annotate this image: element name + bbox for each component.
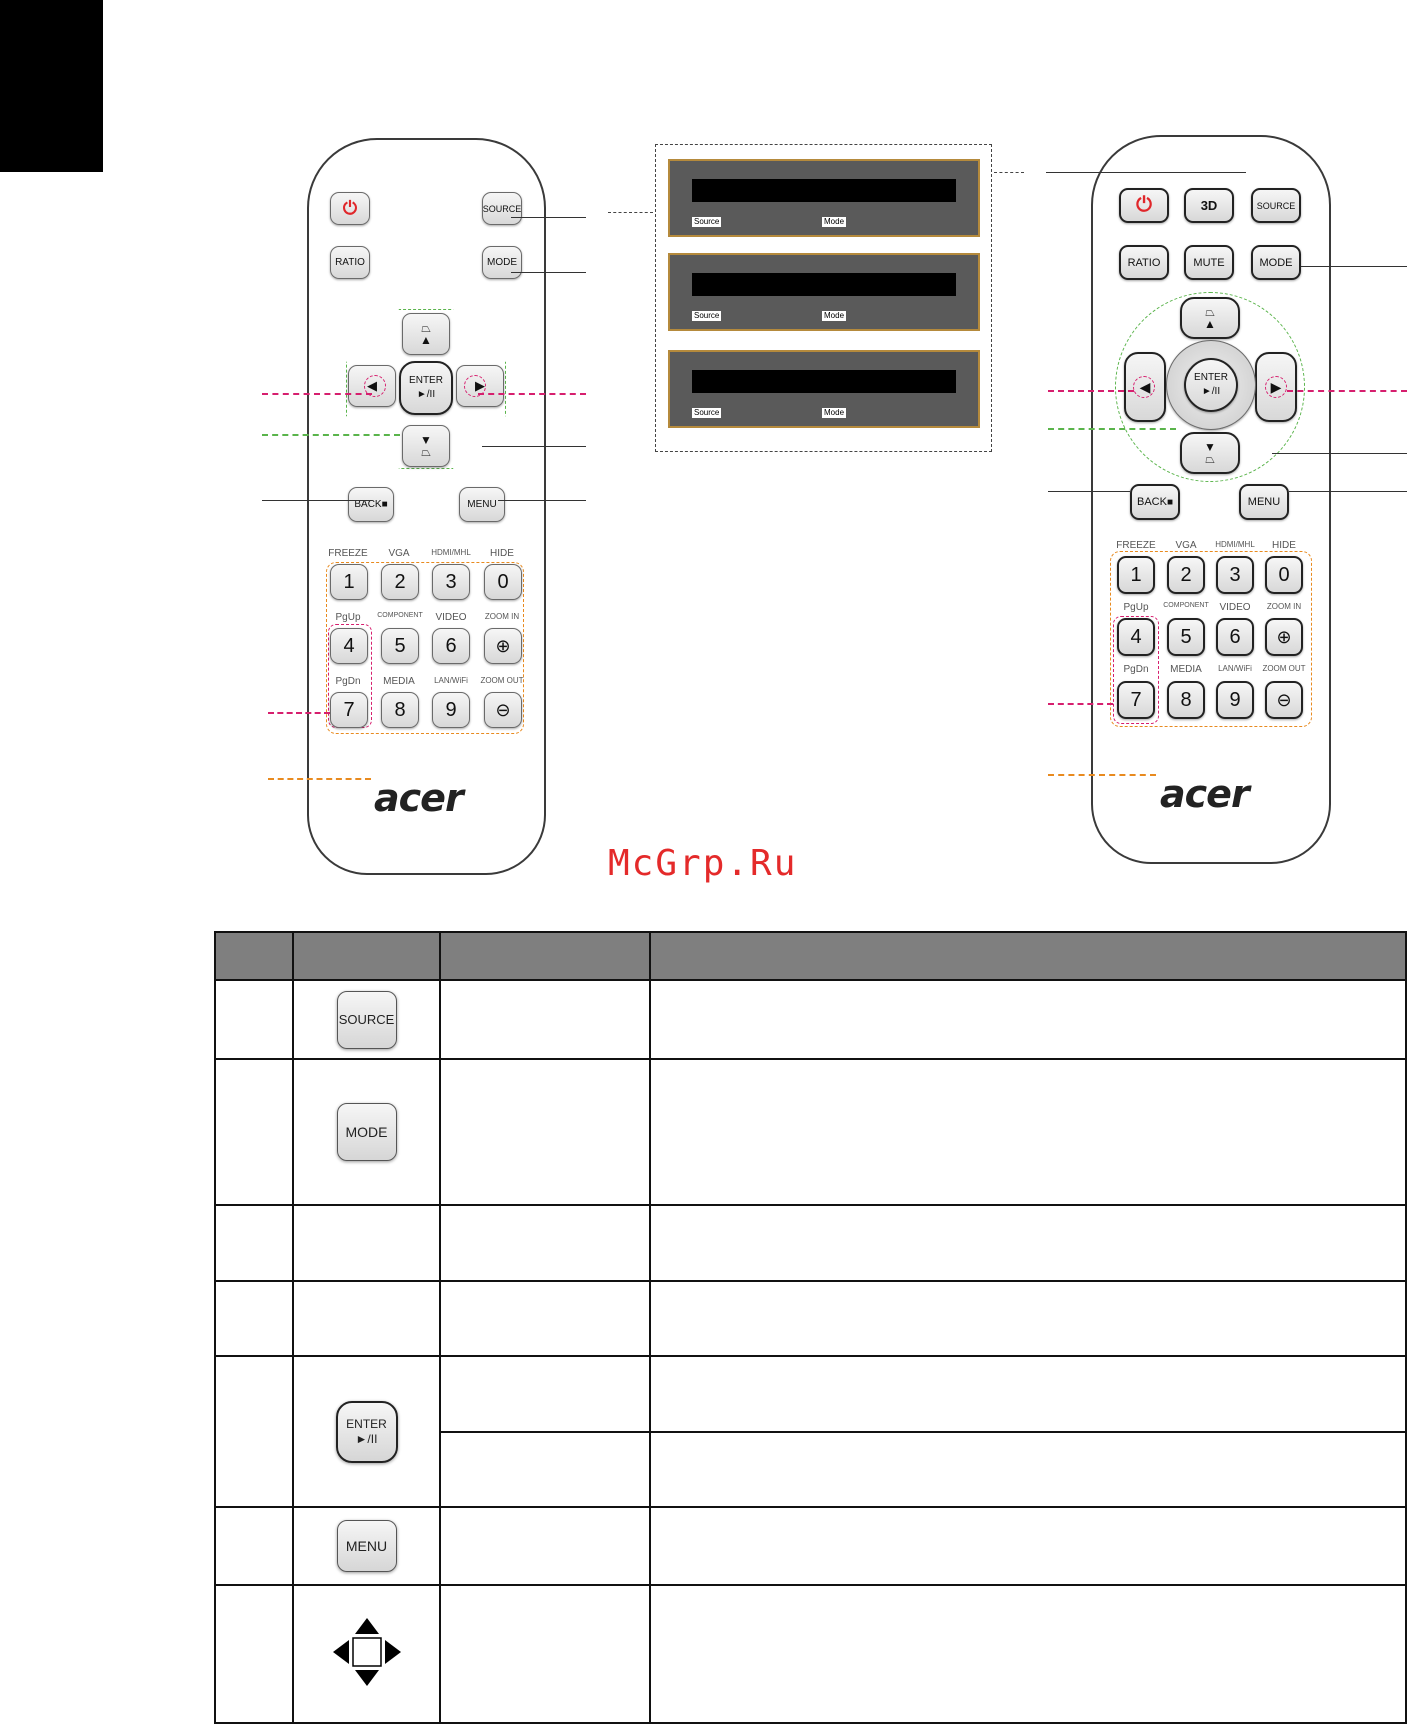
arrow-down-icon: ▼ — [1204, 440, 1216, 454]
keystone-up-button[interactable] — [402, 313, 450, 355]
callout-dpad — [1048, 428, 1176, 430]
menu-button[interactable]: MENU — [459, 487, 505, 522]
source-button-image: SOURCE — [337, 991, 397, 1049]
callout-source-to-osd — [608, 212, 653, 213]
zoom-out-button[interactable] — [484, 692, 522, 728]
header-cell-4 — [650, 932, 1406, 980]
key-label-video: VIDEO — [1219, 602, 1251, 613]
power-button[interactable] — [330, 192, 370, 225]
osd-panel-3 — [668, 350, 980, 428]
back-button[interactable] — [1130, 484, 1180, 520]
callout-left-arrow — [262, 393, 372, 395]
page-tab-marker — [0, 0, 103, 172]
callout-back — [262, 500, 372, 501]
zoom-in-button[interactable] — [484, 628, 522, 664]
key-label-zoom-out: ZOOM OUT — [1262, 664, 1306, 673]
acer-logo-right: acer — [1160, 772, 1249, 816]
zoom-in-icon: ⊕ — [1276, 626, 1292, 647]
callout-mode-right — [1301, 266, 1407, 267]
arrow-up-icon: ▲ — [1204, 317, 1216, 331]
key-6[interactable]: 6 — [432, 628, 470, 664]
trapezoid-icon: ⏢ — [421, 321, 431, 335]
key-label-pgup: PgUp — [335, 612, 361, 623]
key-1[interactable]: 1 — [1117, 556, 1155, 594]
key-3[interactable]: 3 — [432, 564, 470, 600]
key-label-zoom-in: ZOOM IN — [484, 612, 520, 621]
key-label-pgdn: PgDn — [335, 676, 361, 687]
enter-button[interactable] — [1184, 358, 1238, 412]
keystone-down-button[interactable] — [402, 425, 450, 467]
osd-mode-tag: Mode — [824, 408, 845, 417]
callout-enter — [1272, 453, 1407, 454]
power-button[interactable] — [1119, 188, 1169, 223]
key-2[interactable]: 2 — [1167, 556, 1205, 594]
osd-bar — [692, 273, 956, 296]
osd-source-tag: Source — [694, 311, 720, 320]
key-label-vga: VGA — [388, 548, 410, 559]
table-row — [215, 1356, 1406, 1432]
play-pause-icon: ►/II — [355, 1431, 378, 1446]
play-pause-icon: ►/II — [416, 389, 436, 400]
acer-logo-left: acer — [374, 776, 463, 820]
power-icon: ⏻ — [1136, 194, 1152, 216]
callout-source-left — [511, 217, 586, 218]
trapezoid-icon: ⏢ — [421, 445, 431, 459]
key-label-freeze: FREEZE — [328, 548, 368, 559]
arrow-keys-icon — [331, 1616, 403, 1688]
table-row — [215, 1507, 1406, 1585]
key-label-video: VIDEO — [435, 612, 467, 623]
enter-label: ENTER — [409, 375, 443, 386]
callout-page-keys — [268, 712, 330, 714]
key-label-component: COMPONENT — [377, 612, 423, 619]
keystone-down-button[interactable] — [1180, 432, 1240, 474]
callout-left-arrow — [1048, 390, 1134, 392]
key-label-component: COMPONENT — [1163, 602, 1209, 609]
key-label-zoom-in: ZOOM IN — [1266, 602, 1302, 611]
mode-button[interactable]: MODE — [1251, 245, 1301, 280]
osd-mode-tag: Mode — [824, 217, 845, 226]
arrow-left-icon: ◀ — [1139, 378, 1151, 395]
callout-numpad — [1048, 774, 1156, 776]
callout-right-arrow — [478, 393, 586, 395]
zoom-out-button[interactable] — [1265, 681, 1303, 719]
back-button[interactable] — [348, 487, 394, 522]
callout-enter — [482, 446, 586, 447]
ratio-button[interactable]: RATIO — [1119, 245, 1169, 280]
key-label-freeze: FREEZE — [1116, 540, 1156, 551]
callout-osd-right — [994, 172, 1024, 173]
key-3[interactable]: 3 — [1216, 556, 1254, 594]
zoom-out-icon: ⊖ — [495, 699, 511, 720]
trapezoid-icon: ⏢ — [1205, 452, 1215, 466]
arrow-up-icon: ▲ — [420, 333, 432, 347]
key-label-vga: VGA — [1175, 540, 1197, 551]
key-5[interactable]: 5 — [381, 628, 419, 664]
enter-label: ENTER — [1194, 372, 1228, 383]
table-row — [215, 1059, 1406, 1205]
callout-menu — [1289, 491, 1407, 492]
osd-source-tag: Source — [694, 217, 720, 226]
key-8[interactable]: 8 — [381, 692, 419, 728]
table-row — [215, 1585, 1406, 1723]
mode-button[interactable]: MODE — [482, 246, 522, 279]
trapezoid-icon: ⏢ — [1205, 305, 1215, 319]
osd-source-tag: Source — [694, 408, 720, 417]
key-7[interactable]: 7 — [330, 692, 368, 728]
arrow-left-icon: ◀ — [367, 378, 377, 393]
zoom-out-icon: ⊖ — [1276, 689, 1292, 710]
table-row — [215, 1281, 1406, 1356]
source-button[interactable]: SOURCE — [482, 192, 522, 225]
callout-numpad — [268, 778, 371, 780]
key-9[interactable]: 9 — [432, 692, 470, 728]
key-6[interactable]: 6 — [1216, 618, 1254, 656]
left-arrow-highlight — [1133, 376, 1155, 398]
key-label-media: MEDIA — [1170, 664, 1202, 675]
enter-button-image — [336, 1401, 398, 1463]
key-7[interactable]: 7 — [1117, 681, 1155, 719]
key-4[interactable]: 4 — [330, 628, 368, 664]
osd-mode-tag: Mode — [824, 311, 845, 320]
watermark: McGrp.Ru — [608, 843, 798, 884]
power-icon: ⏻ — [342, 198, 358, 218]
callout-mode-left — [511, 272, 586, 273]
key-0[interactable]: 0 — [484, 564, 522, 600]
key-2[interactable]: 2 — [381, 564, 419, 600]
table-row — [215, 980, 1406, 1059]
callout-menu — [498, 500, 586, 501]
callout-right-arrow — [1287, 390, 1407, 392]
key-label-hide: HIDE — [1272, 540, 1296, 551]
key-4[interactable]: 4 — [1117, 618, 1155, 656]
callout-page-keys — [1048, 703, 1113, 705]
osd-panel-2 — [668, 253, 980, 331]
zoom-in-icon: ⊕ — [495, 635, 511, 656]
play-pause-icon: ►/II — [1201, 386, 1221, 397]
key-label-lan: LAN/WiFi — [434, 676, 468, 685]
key-8[interactable]: 8 — [1167, 681, 1205, 719]
button-spec-table — [214, 931, 1407, 1724]
key-label-pgup: PgUp — [1123, 602, 1149, 613]
3d-button[interactable]: 3D — [1184, 188, 1234, 223]
header-cell-2 — [293, 932, 440, 980]
stop-icon: ■ — [1166, 496, 1173, 508]
arrow-right-icon: ▶ — [1270, 378, 1282, 395]
key-label-lan: LAN/WiFi — [1218, 664, 1252, 673]
menu-button-image: MENU — [337, 1520, 397, 1572]
table-header-row — [215, 932, 1406, 980]
osd-bar — [692, 370, 956, 393]
mode-button-image: MODE — [337, 1103, 397, 1161]
keystone-up-button[interactable] — [1180, 297, 1240, 339]
key-label-pgdn: PgDn — [1123, 664, 1149, 675]
table-row — [215, 1205, 1406, 1281]
enter-label: ENTER — [346, 1416, 387, 1431]
back-label: BACK — [354, 499, 382, 510]
header-cell-1 — [215, 932, 293, 980]
key-9[interactable]: 9 — [1216, 681, 1254, 719]
osd-bar — [692, 179, 956, 202]
stop-icon: ■ — [381, 499, 388, 510]
back-label: BACK — [1136, 496, 1167, 508]
enter-button[interactable] — [399, 361, 453, 415]
key-label-hdmi: HDMI/MHL — [1215, 540, 1255, 549]
zoom-in-button[interactable] — [1265, 618, 1303, 656]
right-arrow-highlight — [1265, 376, 1287, 398]
key-label-hdmi: HDMI/MHL — [431, 548, 471, 557]
header-cell-3 — [440, 932, 650, 980]
key-5[interactable]: 5 — [1167, 618, 1205, 656]
key-1[interactable]: 1 — [330, 564, 368, 600]
mute-button[interactable]: MUTE — [1184, 245, 1234, 280]
menu-button[interactable]: MENU — [1239, 484, 1289, 520]
key-label-zoom-out: ZOOM OUT — [480, 676, 524, 685]
source-button[interactable]: SOURCE — [1251, 188, 1301, 223]
callout-back — [1048, 491, 1130, 492]
callout-source-right — [1046, 172, 1246, 173]
key-0[interactable]: 0 — [1265, 556, 1303, 594]
arrow-down-icon: ▼ — [420, 433, 432, 447]
arrow-right-icon: ▶ — [475, 378, 485, 393]
osd-panel-1 — [668, 159, 980, 237]
key-label-hide: HIDE — [490, 548, 514, 559]
callout-dpad — [262, 434, 400, 436]
ratio-button[interactable]: RATIO — [330, 246, 370, 279]
key-label-media: MEDIA — [383, 676, 415, 687]
